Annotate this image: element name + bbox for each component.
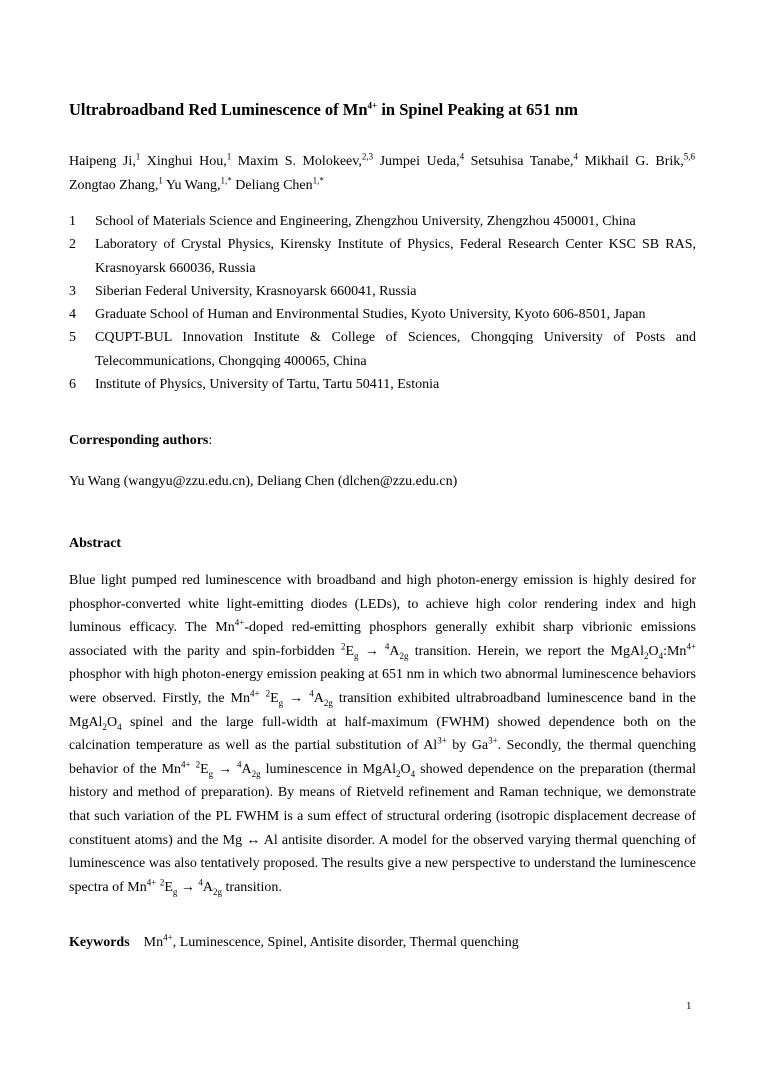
abstract-segment: 3+ bbox=[437, 735, 447, 746]
corresponding-heading: Corresponding authors: bbox=[69, 433, 213, 448]
author-affiliation-mark: 5,6 bbox=[683, 151, 696, 162]
abstract-segment: 4 bbox=[309, 688, 314, 699]
abstract-segment: O bbox=[106, 714, 118, 730]
affiliation-number: 4 bbox=[69, 307, 76, 323]
affiliation-text: Laboratory of Crystal Physics, Kirensky Institute of Physics, Federal Research Center KSC SB RAS, Krasnoyarsk 660036, Russia bbox=[95, 237, 696, 276]
abstract-body bbox=[69, 569, 696, 899]
abstract-segment: 2g bbox=[323, 697, 333, 708]
abstract-segment: E bbox=[270, 690, 279, 706]
author-list bbox=[69, 150, 695, 197]
abstract-segment: 3+ bbox=[488, 735, 498, 746]
abstract-segment: E bbox=[345, 643, 355, 659]
abstract-segment: 4 bbox=[384, 641, 390, 652]
abstract-segment: g bbox=[278, 697, 284, 708]
abstract-segment: spinel and the large full-width at half-maximum (FWHM) showed dependence both on the calcination temperature as well as the partial substitution of Al bbox=[69, 714, 696, 754]
keywords-label: Keywords bbox=[69, 935, 130, 950]
affiliation-text: CQUPT-BUL Innovation Institute & College of Sciences, Chongqing University of Posts and Telecommunications, Chongqing 400065, China bbox=[95, 330, 696, 369]
corresponding-contacts: Yu Wang (wangyu@zzu.edu.cn), Deliang Chen (dlchen@zzu.edu.cn) bbox=[69, 474, 458, 489]
abstract-segment: 4+ bbox=[181, 759, 191, 770]
author-affiliation-mark: 4 bbox=[459, 151, 465, 162]
abstract-segment: O bbox=[400, 761, 411, 777]
abstract-segment: g bbox=[172, 886, 178, 897]
abstract-segment: A bbox=[389, 643, 400, 659]
affiliation-number: 3 bbox=[69, 283, 76, 299]
abstract-segment: -doped red-emitting phosphors generally exhibit sharp vibrionic emissions associated with the parity and spin-forbidden bbox=[69, 620, 696, 659]
author-name: Xinghui Hou, bbox=[146, 154, 227, 169]
abstract-segment: E bbox=[200, 761, 209, 777]
author bbox=[69, 174, 163, 193]
abstract-segment: luminescence in MgAl bbox=[260, 761, 397, 777]
abstract-segment: → bbox=[213, 761, 238, 777]
abstract-segment: 2 bbox=[340, 641, 346, 652]
abstract-segment: Blue light pumped red luminescence with broadband and high photon-energy emission is highly desired for phosphor-converted white light-emitting diodes (LEDs), to achieve high color rendering index and high luminous efficacy. The Mn bbox=[69, 573, 696, 636]
abstract-segment: g bbox=[208, 768, 214, 779]
abstract-segment: 2g bbox=[213, 886, 223, 897]
affiliation-item bbox=[69, 303, 696, 326]
abstract-segment: transition exhibited ultrabroadband luminescence band in the MgAl bbox=[69, 690, 697, 730]
abstract-segment: 2 bbox=[159, 877, 165, 888]
author-name: Maxim S. Molokeev, bbox=[237, 154, 362, 169]
abstract-segment: by Ga bbox=[446, 738, 489, 754]
abstract-segment: O bbox=[648, 643, 659, 659]
abstract-segment: 4 bbox=[237, 759, 242, 770]
abstract-segment: . Secondly, the thermal quenching behavior of the Mn bbox=[69, 738, 697, 777]
abstract-segment: E bbox=[164, 879, 173, 895]
affiliation-list bbox=[69, 210, 696, 396]
abstract-segment: A bbox=[241, 761, 252, 777]
author bbox=[584, 151, 696, 169]
affiliation-item bbox=[69, 210, 696, 233]
abstract-heading: Abstract bbox=[69, 536, 122, 551]
abstract-segment: transition. bbox=[222, 879, 282, 895]
abstract-segment: A bbox=[202, 879, 214, 895]
author bbox=[165, 174, 232, 193]
affiliation-number: 6 bbox=[69, 377, 76, 393]
abstract-segment: phosphor with high photon-energy emission peaking at 651 nm in which two abnormal luminescence behaviors were observed. Firstly, the Mn bbox=[69, 667, 696, 706]
affiliation-item bbox=[69, 326, 696, 373]
paper-title: Ultrabroadband Red Luminescence of $Mn^{4+}$ in Spinel Peaking at 651 nm bbox=[69, 100, 578, 119]
abstract-segment: 4+ bbox=[234, 617, 245, 628]
author-affiliation-mark: 1 bbox=[135, 151, 141, 162]
author-affiliation-mark: 1 bbox=[158, 174, 163, 185]
abstract-segment: A bbox=[313, 690, 324, 706]
abstract-segment: 4 bbox=[410, 768, 416, 779]
author-affiliation-mark: 2,3 bbox=[361, 151, 374, 162]
author bbox=[379, 151, 465, 169]
affiliation-item bbox=[69, 233, 696, 280]
abstract-segment: → bbox=[358, 643, 385, 659]
abstract-segment: showed dependence on the preparation (thermal history and method of preparation). By means of Rietveld refinement and Raman technique, we demonstrate that such variation of the PL FWHM is a sum effect of structural ordering (isotropic displacement decrease of constituent atoms) and the Mg ↔ Al antisite disorder. A model for the observed varying thermal quenching of luminescence was also tentatively proposed. The results give a new perspective to understand the luminescence spectra of Mn bbox=[69, 761, 696, 895]
abstract-segment: 4 bbox=[658, 650, 664, 661]
abstract-segment: g bbox=[354, 650, 359, 661]
abstract-segment: 4+ bbox=[146, 877, 157, 888]
abstract-segment: 4+ bbox=[686, 641, 697, 652]
affiliation-item bbox=[69, 373, 696, 396]
abstract-segment: 2 bbox=[102, 721, 107, 732]
affiliation-number: 5 bbox=[69, 330, 76, 346]
affiliation-number: 2 bbox=[69, 237, 76, 253]
author-name: Setsuhisa Tanabe, bbox=[470, 154, 574, 169]
abstract-segment: 2 bbox=[396, 768, 401, 779]
keywords-text: $Mn^{4+}$, Luminescence, Spinel, Antisite disorder, Thermal quenching bbox=[143, 932, 519, 950]
author bbox=[470, 151, 578, 169]
affiliation-item bbox=[69, 280, 696, 303]
affiliation-number: 1 bbox=[69, 214, 76, 229]
author bbox=[237, 151, 374, 169]
author-name: Deliang Chen bbox=[235, 177, 313, 193]
author bbox=[146, 151, 232, 169]
page-number: 1 bbox=[686, 1000, 692, 1012]
author-name: Mikhail G. Brik, bbox=[584, 154, 684, 169]
author-affiliation-mark: 4 bbox=[573, 151, 578, 162]
abstract-segment: 4 bbox=[198, 877, 203, 888]
abstract-segment: → bbox=[283, 690, 310, 706]
abstract-segment: 4+ bbox=[250, 688, 260, 699]
abstract-segment: 2g bbox=[251, 768, 261, 779]
author bbox=[235, 174, 324, 193]
affiliation-text: Graduate School of Human and Environmental Studies, Kyoto University, Kyoto 606-8501, Japan bbox=[95, 307, 646, 323]
abstract-segment: 4 bbox=[117, 721, 122, 732]
author bbox=[69, 151, 141, 169]
abstract-segment: 2 bbox=[265, 688, 271, 699]
keywords-line bbox=[69, 932, 519, 954]
author-name: Haipeng Ji, bbox=[69, 154, 136, 169]
author-name: Jumpei Ueda, bbox=[379, 154, 460, 169]
author-affiliation-mark: 1,* bbox=[220, 174, 232, 185]
author-name: Zongtao Zhang, bbox=[69, 177, 159, 193]
affiliation-text: Siberian Federal University, Krasnoyarsk 660041, Russia bbox=[95, 283, 417, 299]
author-affiliation-mark: 1,* bbox=[312, 174, 324, 185]
author-affiliation-mark: 1 bbox=[226, 151, 232, 162]
affiliation-text: Institute of Physics, University of Tartu, Tartu 50411, Estonia bbox=[95, 377, 440, 393]
abstract-segment: 2g bbox=[399, 650, 409, 661]
abstract-segment: → bbox=[177, 879, 199, 895]
author-name: Yu Wang, bbox=[165, 177, 221, 193]
abstract-segment: 2 bbox=[643, 650, 649, 661]
abstract-segment: :Mn bbox=[663, 643, 687, 659]
affiliation-text: School of Materials Science and Engineering, Zhengzhou University, Zhengzhou 450001, China bbox=[95, 214, 636, 229]
abstract-segment: transition. Herein, we report the MgAl bbox=[408, 643, 644, 659]
abstract-segment: 2 bbox=[195, 759, 201, 770]
